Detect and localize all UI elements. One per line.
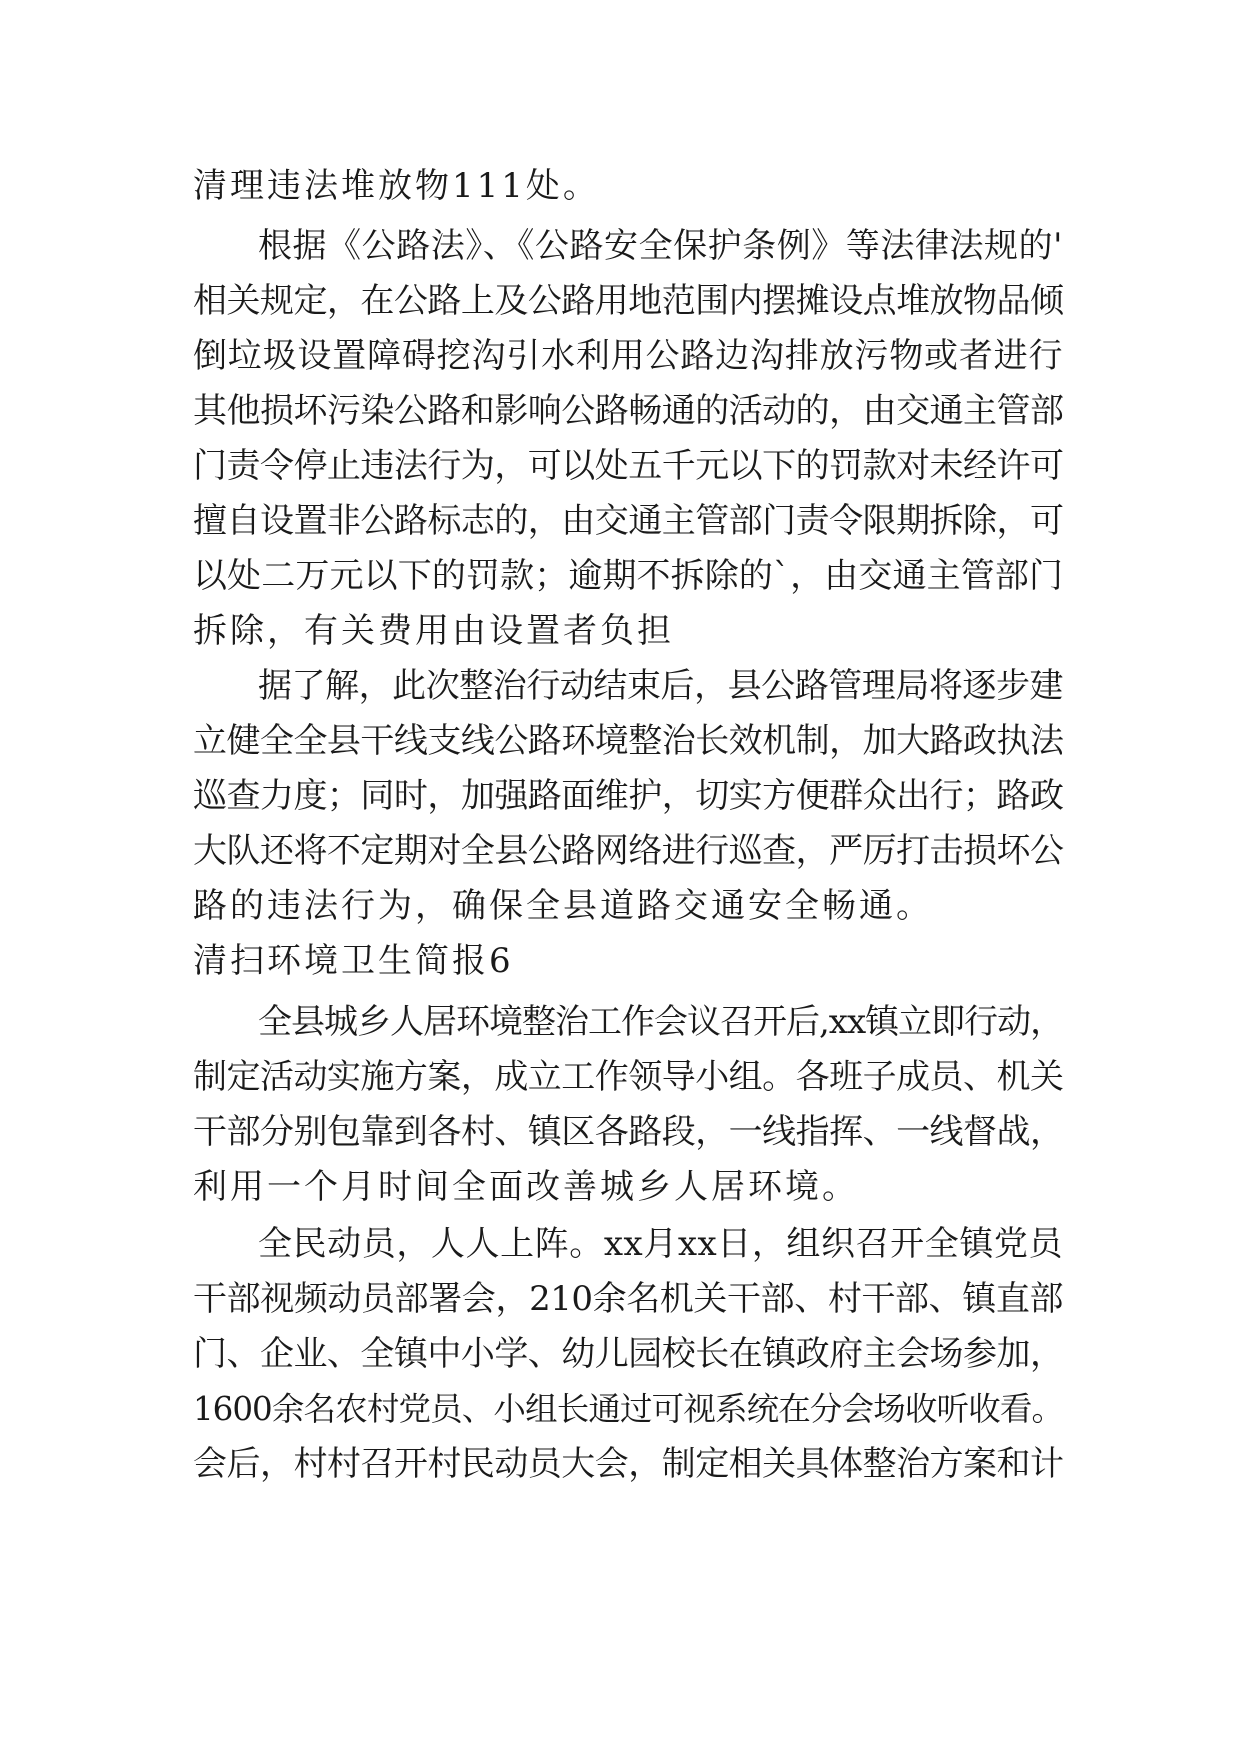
text-line: 拆除，有关费用由设置者负担 xyxy=(193,611,674,651)
text-line: 以处二万元以下的罚款；逾期不拆除的`，由交通主管部门 xyxy=(193,556,1063,596)
section-heading: 清扫环境卫生简报6 xyxy=(193,941,514,981)
text-line: 倒垃圾设置障碍挖沟引水利用公路边沟排放污物或者进行 xyxy=(193,336,1063,376)
text-line: 清理违法堆放物111处。 xyxy=(193,166,600,206)
text-line: 干部分别包靠到各村、镇区各路段，一线指挥、一线督战， xyxy=(193,1112,1063,1152)
text-line: 立健全全县干线支线公路环境整治长效机制，加大路政执法 xyxy=(193,721,1063,761)
text-line: 相关规定，在公路上及公路用地范围内摆摊设点堆放物品倾 xyxy=(193,281,1063,321)
text-line: 门、企业、全镇中小学、幼儿园校长在镇政府主会场参加， xyxy=(193,1334,1063,1374)
text-line: 擅自设置非公路标志的，由交通主管部门责令限期拆除，可 xyxy=(193,501,1063,541)
text-line: 利用一个月时间全面改善城乡人居环境。 xyxy=(193,1167,859,1207)
text-line: 全民动员，人人上阵。xx月xx日，组织召开全镇党员 xyxy=(258,1224,1063,1264)
text-line: 其他损坏污染公路和影响公路畅通的活动的，由交通主管部 xyxy=(193,391,1063,431)
text-line: 大队还将不定期对全县公路网络进行巡查，严厉打击损坏公 xyxy=(193,831,1063,871)
text-line: 会后，村村召开村民动员大会，制定相关具体整治方案和计 xyxy=(193,1444,1063,1484)
text-line: 1600余名农村党员、小组长通过可视系统在分会场收听收看。 xyxy=(193,1390,1063,1428)
text-line: 干部视频动员部署会，210余名机关干部、村干部、镇直部 xyxy=(193,1279,1063,1319)
text-line: 门责令停止违法行为，可以处五千元以下的罚款对未经许可 xyxy=(193,446,1063,486)
text-line: 据了解，此次整治行动结束后，县公路管理局将逐步建 xyxy=(258,666,1063,706)
text-line: 路的违法行为，确保全县道路交通安全畅通。 xyxy=(193,886,933,926)
text-line: 全县城乡人居环境整治工作会议召开后,xx镇立即行动， xyxy=(258,1002,1064,1042)
text-line: 巡查力度；同时，加强路面维护，切实方便群众出行；路政 xyxy=(193,776,1063,816)
text-line: 根据《公路法》、《公路安全保护条例》等法律法规的' xyxy=(258,226,1063,266)
text-line: 制定活动实施方案，成立工作领导小组。各班子成员、机关 xyxy=(193,1057,1063,1097)
